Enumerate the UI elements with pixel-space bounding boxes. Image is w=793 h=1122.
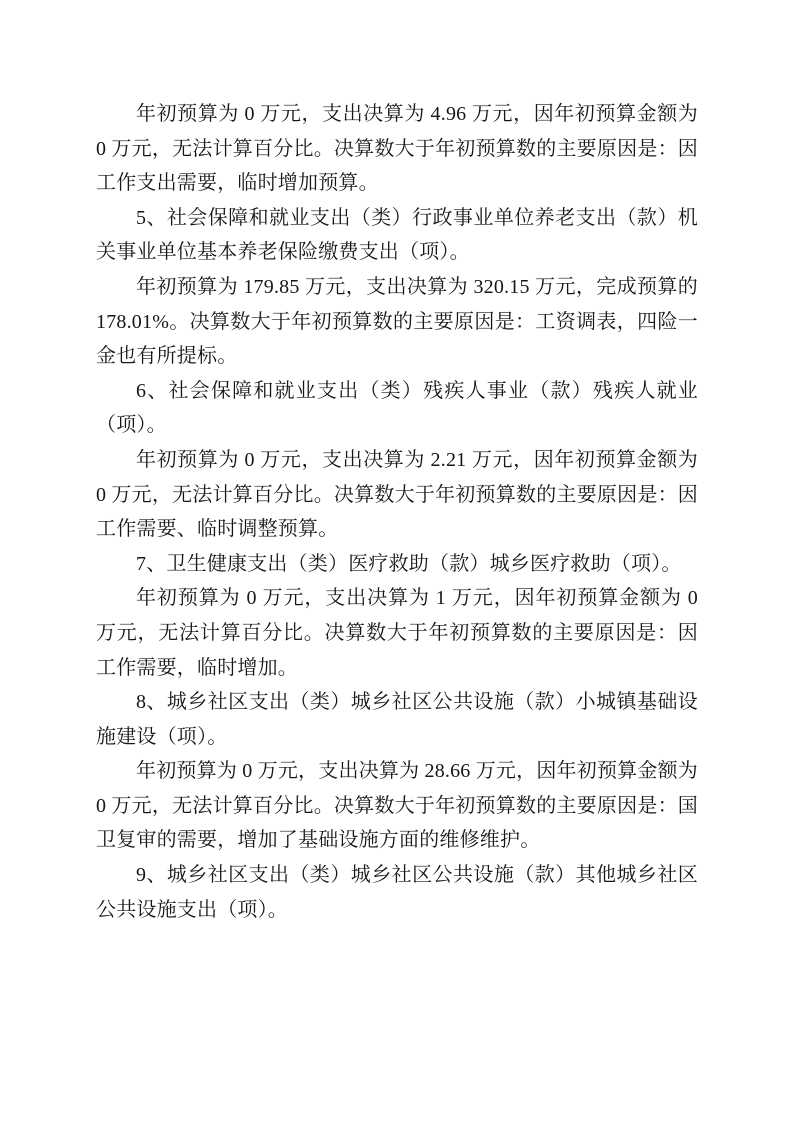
- paragraph-item-6-title: 6、社会保障和就业支出（类）残疾人事业（款）残疾人就业（项）。: [96, 379, 698, 437]
- paragraph-item-6-budget-note: 年初预算为 0 万元，支出决算为 2.21 万元，因年初预算金额为 0 万元，无法计算百分比。决算数大于年初预算数的主要原因是：因工作需要、临时调整预算。: [96, 448, 698, 541]
- paragraph-item-7-title: 7、卫生健康支出（类）医疗救助（款）城乡医疗救助（项）。: [136, 552, 682, 575]
- document-body: [96, 97, 698, 927]
- paragraph-item-7-budget-note: 年初预算为 0 万元，支出决算为 1 万元，因年初预算金额为 0 万元，无法计算百分比。决算数大于年初预算数的主要原因是：因工作需要，临时增加。: [96, 587, 698, 679]
- paragraph-item-5-budget-note: 年初预算为 179.85 万元，支出决算为 320.15 万元，完成预算的 178.01%。决算数大于年初预算数的主要原因是：工资调表，四险一金也有所提标。: [96, 275, 698, 368]
- paragraph-item-5-title: 5、社会保障和就业支出（类）行政事业单位养老支出（款）机关事业单位基本养老保险缴费支出（项）。: [96, 206, 698, 264]
- paragraph-budget-note-prev-item: 年初预算为 0 万元，支出决算为 4.96 万元，因年初预算金额为 0 万元，无法计算百分比。决算数大于年初预算数的主要原因是：因工作支出需要，临时增加预算。: [96, 103, 698, 195]
- paragraph-item-8-budget-note: 年初预算为 0 万元，支出决算为 28.66 万元，因年初预算金额为 0 万元，无法计算百分比。决算数大于年初预算数的主要原因是：国卫复审的需要，增加了基础设施方面的维修维护。: [96, 760, 698, 852]
- paragraph-item-9-title: 9、城乡社区支出（类）城乡社区公共设施（款）其他城乡社区公共设施支出（项）。: [96, 864, 698, 921]
- paragraph-item-8-title: 8、城乡社区支出（类）城乡社区公共设施（款）小城镇基础设施建设（项）。: [96, 691, 698, 748]
